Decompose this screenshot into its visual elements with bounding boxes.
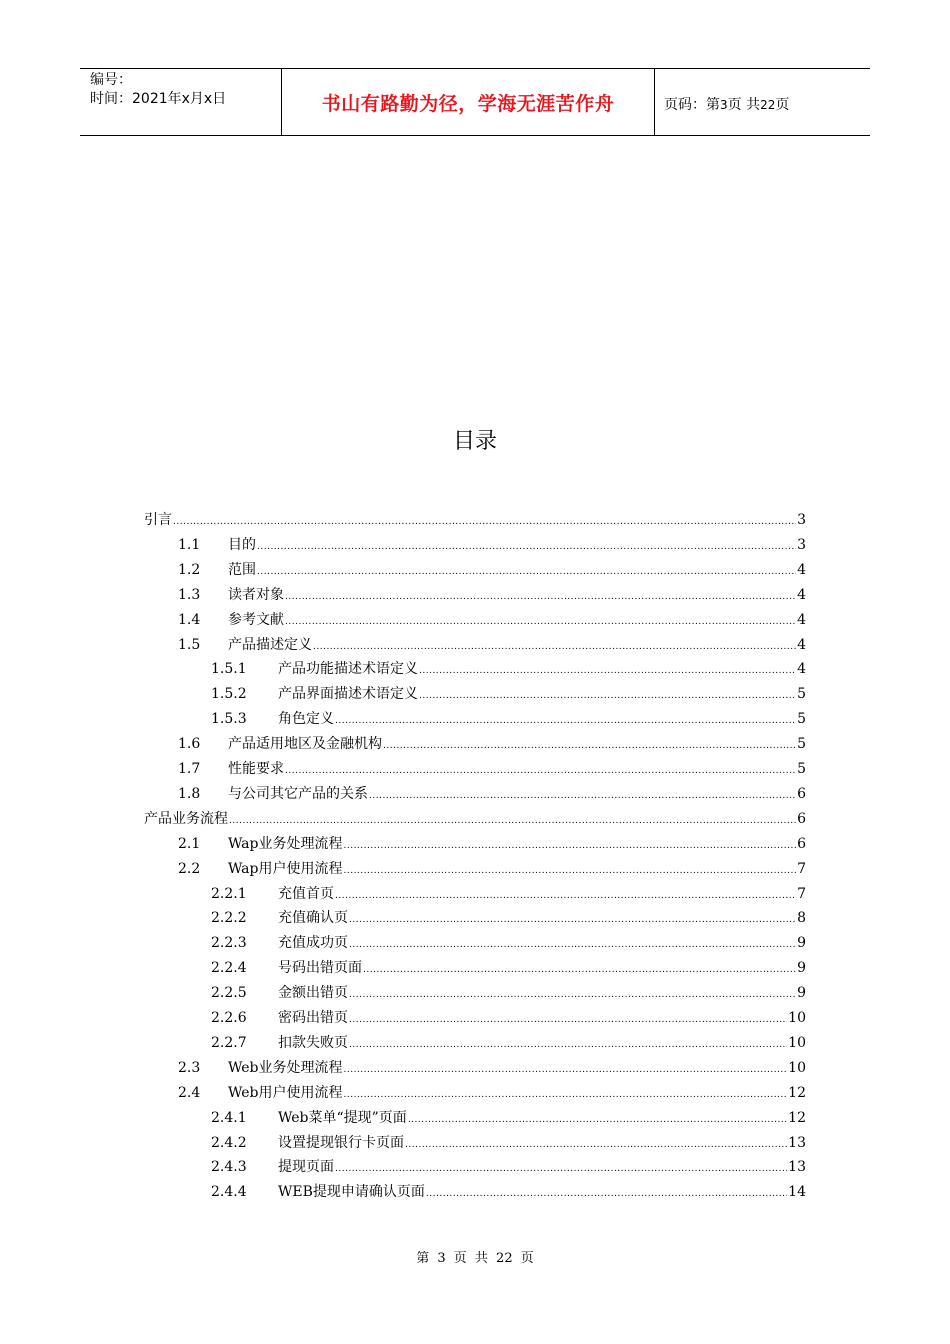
- toc-leader-dots: [335, 1159, 787, 1179]
- toc-leader-dots: [426, 1184, 787, 1204]
- toc-entry[interactable]: [178, 560, 806, 580]
- toc-entry[interactable]: [211, 983, 806, 1003]
- header-motto: 书山有路勤为径，学海无涯苦作舟: [321, 93, 615, 115]
- toc-entry-number: 1.7: [178, 761, 201, 777]
- toc-entry-title: 引言: [144, 512, 172, 528]
- toc-entry-page: 5: [797, 686, 806, 703]
- number-label: 编号：: [90, 72, 132, 88]
- toc-leader-dots: [349, 1035, 787, 1055]
- toc-leader-dots: [363, 960, 796, 980]
- toc-leader-dots: [344, 1060, 788, 1080]
- page-header: [80, 68, 870, 136]
- toc-entry-page: 4: [797, 611, 806, 628]
- toc-entry[interactable]: [144, 809, 806, 829]
- page-mid: 页 共: [727, 97, 761, 113]
- toc-leader-dots: [349, 910, 796, 930]
- toc-entry-title: 金额出错页: [278, 985, 348, 1002]
- toc-entry-title: 充值确认页: [278, 910, 348, 927]
- toc-entry-title: 号码出错页面: [278, 960, 362, 977]
- toc-entry-title: 密码出错页: [278, 1010, 348, 1026]
- page-prefix: 页码：第: [664, 97, 720, 113]
- time-label: 时间：2021年x月x日: [90, 91, 227, 107]
- toc-entry[interactable]: [211, 659, 806, 679]
- toc-entry[interactable]: [178, 1083, 806, 1103]
- toc-entry-page: 4: [797, 636, 806, 653]
- page-suffix: 页: [775, 97, 790, 113]
- toc-entry-title: WEB提现申请确认页面: [278, 1184, 425, 1201]
- toc-entry[interactable]: [211, 709, 806, 729]
- toc-entry-title: 产品界面描述术语定义: [278, 686, 418, 703]
- toc-entry-number: 2.2.7: [211, 1034, 247, 1051]
- toc-entry-title: 扣款失败页: [278, 1034, 348, 1051]
- toc-entry[interactable]: [211, 1033, 806, 1053]
- header-meta: [90, 71, 280, 109]
- toc-entry-page: 5: [797, 711, 806, 728]
- toc-leader-dots: [257, 562, 796, 582]
- toc-entry[interactable]: [211, 1008, 806, 1028]
- toc-entry-page: 14: [788, 1184, 806, 1201]
- toc-entry-number: 2.4: [178, 1084, 201, 1101]
- toc-entry[interactable]: [178, 859, 806, 879]
- toc-entry-title: 产品适用地区及金融机构: [228, 736, 382, 753]
- toc-leader-dots: [343, 861, 796, 881]
- toc-entry-page: 4: [797, 661, 806, 678]
- toc-entry-page: 9: [797, 960, 806, 977]
- header-divider: [654, 69, 655, 136]
- toc-leader-dots: [419, 686, 796, 706]
- toc-entry[interactable]: [211, 958, 806, 978]
- toc-entry-number: 2.2.1: [211, 885, 247, 902]
- toc-entry[interactable]: [178, 784, 806, 804]
- toc-entry-number: 2.1: [178, 835, 201, 852]
- toc-entry-number: 2.2.3: [211, 935, 247, 952]
- toc-leader-dots: [369, 786, 796, 806]
- toc-entry-page: 12: [788, 1109, 806, 1126]
- toc-entry-page: 9: [797, 985, 806, 1002]
- toc-leader-dots: [343, 836, 796, 856]
- toc-entry-page: 7: [797, 885, 806, 902]
- toc-entry[interactable]: [144, 510, 806, 530]
- toc-entry-title: 参考文献: [228, 611, 284, 628]
- toc-leader-dots: [313, 637, 796, 657]
- toc-entry[interactable]: [178, 759, 806, 779]
- toc-leader-dots: [349, 1010, 787, 1030]
- toc-leader-dots: [335, 711, 796, 731]
- toc-entry-title: Web菜单“提现”页面: [278, 1109, 407, 1126]
- toc-leader-dots: [349, 985, 796, 1005]
- toc-entry-page: 13: [788, 1134, 806, 1151]
- toc-entry-number: 1.5: [178, 636, 201, 653]
- page-total: 22: [760, 98, 776, 112]
- toc-entry-page: 13: [788, 1159, 806, 1176]
- toc-entry-number: 1.5.2: [211, 686, 247, 703]
- toc-entry[interactable]: [178, 734, 806, 754]
- toc-entry-number: 1.4: [178, 611, 201, 628]
- toc-entry[interactable]: [178, 535, 806, 555]
- toc-entry-title: Wap业务处理流程: [228, 835, 343, 852]
- toc-leader-dots: [285, 761, 796, 781]
- toc-entry-number: 1.2: [178, 561, 201, 578]
- toc-entry[interactable]: [211, 1182, 806, 1202]
- toc-entry[interactable]: [211, 933, 806, 953]
- toc-entry[interactable]: [178, 585, 806, 605]
- toc-entry-title: 设置提现银行卡页面: [278, 1134, 404, 1151]
- toc-entry-page: 9: [797, 935, 806, 952]
- toc-entry-page: 6: [797, 810, 806, 827]
- toc-entry[interactable]: [178, 834, 806, 854]
- header-page-number: [664, 94, 864, 114]
- toc-entry-title: 读者对象: [228, 586, 284, 603]
- toc-entry-number: 2.4.1: [211, 1109, 247, 1126]
- toc-leader-dots: [344, 1085, 788, 1105]
- toc-entry-page: 4: [797, 561, 806, 578]
- toc-entry-title: 与公司其它产品的关系: [228, 785, 368, 802]
- toc-entry-number: 2.2.5: [211, 985, 247, 1002]
- toc-entry-number: 1.1: [178, 536, 201, 553]
- toc-entry-title: 性能要求: [228, 761, 284, 777]
- toc-entry-page: 7: [797, 860, 806, 877]
- toc-entry[interactable]: [178, 1058, 806, 1078]
- toc-entry-number: 2.3: [178, 1059, 201, 1076]
- toc-entry-title: 范围: [228, 561, 256, 578]
- toc-entry-page: 6: [797, 835, 806, 852]
- toc-entry[interactable]: [211, 1108, 806, 1128]
- toc-entry-number: 2.2: [178, 860, 201, 877]
- toc-entry-page: 10: [788, 1010, 806, 1026]
- toc-entry-title: 提现页面: [278, 1159, 334, 1176]
- toc-entry-title: 角色定义: [278, 711, 334, 728]
- toc-entry-number: 1.5.1: [211, 661, 247, 678]
- toc-entry-page: 10: [788, 1059, 806, 1076]
- toc-entry-page: 3: [797, 512, 806, 528]
- toc-entry-title: 产品描述定义: [228, 636, 312, 653]
- toc-entry-page: 5: [797, 736, 806, 753]
- toc-leader-dots: [285, 587, 796, 607]
- toc-title: 目录: [452, 429, 497, 454]
- toc-entry-number: 1.8: [178, 785, 201, 802]
- toc-leader-dots: [257, 537, 796, 557]
- toc-entry-page: 6: [797, 785, 806, 802]
- toc-entry[interactable]: [211, 884, 806, 904]
- toc-entry-page: 10: [788, 1034, 806, 1051]
- toc-entry[interactable]: [211, 1133, 806, 1153]
- toc-entry-number: 2.2.2: [211, 910, 247, 927]
- toc-entry-title: 充值首页: [278, 885, 334, 902]
- toc-entry-title: 产品业务流程: [144, 810, 228, 827]
- toc-entry-title: Wap用户使用流程: [228, 860, 343, 877]
- toc-entry[interactable]: [178, 635, 806, 655]
- toc-entry-number: 2.2.4: [211, 960, 247, 977]
- toc-leader-dots: [285, 612, 796, 632]
- toc-entry[interactable]: [211, 684, 806, 704]
- toc-leader-dots: [383, 736, 796, 756]
- page-footer: 第 3 页 共 22 页: [416, 1251, 534, 1266]
- toc-entry-number: 1.5.3: [211, 711, 247, 728]
- toc-entry-number: 2.4.3: [211, 1159, 247, 1176]
- toc-entry[interactable]: [211, 908, 806, 928]
- toc-leader-dots: [349, 935, 796, 955]
- toc-entry-number: 2.2.6: [211, 1010, 247, 1026]
- toc-entry-page: 3: [797, 536, 806, 553]
- toc-leader-dots: [405, 1135, 787, 1155]
- toc-entry-title: Web业务处理流程: [228, 1059, 343, 1076]
- toc-entry-title: Web用户使用流程: [228, 1084, 343, 1101]
- toc-entry-title: 充值成功页: [278, 935, 348, 952]
- toc-leader-dots: [419, 661, 796, 681]
- toc-entry[interactable]: [211, 1157, 806, 1177]
- toc-leader-dots: [229, 811, 796, 831]
- toc-entry-page: 4: [797, 586, 806, 603]
- toc-leader-dots: [408, 1110, 787, 1130]
- toc-entry-number: 1.3: [178, 586, 201, 603]
- page-current: 3: [720, 98, 728, 112]
- toc-entry-number: 2.4.2: [211, 1134, 247, 1151]
- toc-entry-title: 目的: [228, 536, 256, 553]
- toc-leader-dots: [173, 512, 796, 532]
- toc-entry-number: 1.6: [178, 736, 201, 753]
- toc-entry-page: 8: [797, 910, 806, 927]
- toc-entry-page: 12: [788, 1084, 806, 1101]
- toc-entry-page: 5: [797, 761, 806, 777]
- toc-leader-dots: [335, 886, 796, 906]
- toc-entry-title: 产品功能描述术语定义: [278, 661, 418, 678]
- toc-entry-number: 2.4.4: [211, 1184, 247, 1201]
- toc-entry[interactable]: [178, 610, 806, 630]
